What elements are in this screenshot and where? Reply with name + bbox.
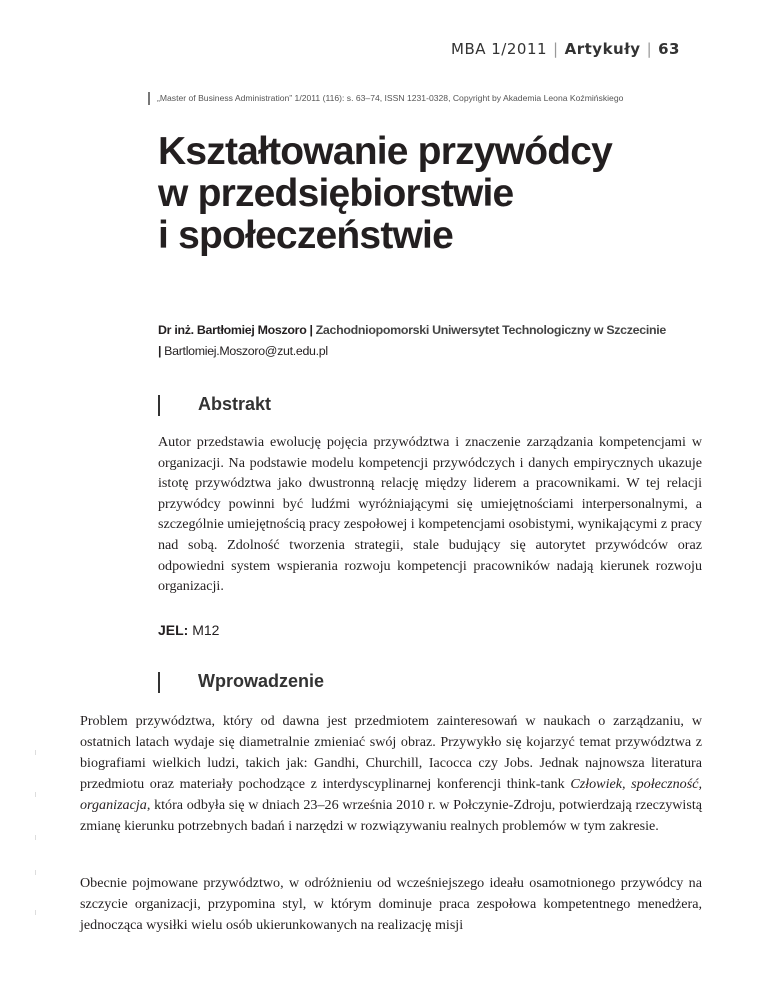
separator: | bbox=[158, 344, 162, 358]
margin-mark bbox=[35, 750, 36, 755]
author-email: Bartlomiej.Moszoro@zut.edu.pl bbox=[164, 344, 328, 358]
conference-title: Człowiek, społeczność, organizacja bbox=[80, 776, 702, 813]
author-affiliation: Zachodniopomorski Uniwersytet Technologiczny w Szczecinie bbox=[315, 323, 666, 337]
separator: | bbox=[309, 323, 313, 337]
separator: | bbox=[553, 40, 559, 58]
introduction-paragraph-1 bbox=[80, 711, 702, 837]
jel-code: M12 bbox=[192, 622, 220, 638]
email-line bbox=[158, 341, 718, 362]
title-line: Kształtowanie przywódcy bbox=[158, 130, 613, 173]
jel-label: JEL: bbox=[158, 622, 189, 638]
introduction-paragraph-2: Obecnie pojmowane przywództwo, w odróżnieniu od wcześniejszego ideału osamotnionego przywódcy na szczycie organizacji, przypomina styl, w którym dominuje praca zespołowa kompetentnego menedżera, jednocząca wysiłki wielu osób ukierunkowanych na realizację misji bbox=[80, 875, 702, 933]
abstract-heading bbox=[158, 394, 718, 418]
title-line: w przedsiębiorstwie bbox=[158, 172, 514, 215]
introduction-heading-label: Wprowadzenie bbox=[198, 671, 325, 691]
title-line: i społeczeństwie bbox=[158, 214, 453, 257]
section-name: Artykuły bbox=[564, 40, 641, 58]
journal-issue: MBA 1/2011 bbox=[451, 40, 548, 58]
author-line bbox=[158, 320, 718, 341]
paragraph-text: , która odbyła się w dniach 23–26 września 2010 r. w Połczynie-Zdroju, potwierdzają rzeczywistą zmianę kierunku potrzebnych badań i narzędzi w rozwiązywaniu realnych problemów w tym zakresie. bbox=[80, 797, 702, 834]
author-name: Dr inż. Bartłomiej Moszoro bbox=[158, 323, 307, 337]
margin-mark bbox=[35, 835, 36, 840]
jel-codes bbox=[158, 622, 219, 638]
running-head bbox=[451, 40, 680, 58]
page-number: 63 bbox=[658, 40, 680, 58]
margin-mark bbox=[35, 792, 36, 797]
paragraph-text: Problem przywództwa, który od dawna jest przedmiotem zainteresowań w naukach o zarządzaniu, w ostatnich latach wydaje się diametralnie zmieniać swój obraz. Przywykło się kojarzyć temat przywództwa z biografiami wielkich ludzi, takich jak: Gandhi, Churchill, Iacocca czy Jobs. Jednak najnowsza literatura przedmiotu oraz materiały pochodzące z interdyscyplinarnej konferencji think-tank bbox=[80, 713, 702, 792]
introduction-heading bbox=[158, 671, 718, 695]
heading-marker bbox=[158, 672, 160, 693]
heading-marker bbox=[158, 395, 160, 416]
abstract-text: Autor przedstawia ewolucję pojęcia przywództwa i znaczenie zarządzania kompetencjami w organizacji. Na podstawie modelu kompetencji przywódczych i danych empirycznych ukazuje istotę przywództwa jako dwustronną relację między liderem a pracownikami. W tej relacji przywódcy powinni być ludźmi wyróżniającymi się umiejętnościami interpersonalnymi, a szczególnie umiejętnością pracy zespołowej i kompetencjami osobistymi, wynikającymi z pracy nad sobą. Zdolność tworzenia strategii, stale budujący się autorytet przywódców oraz odpowiedni system wspierania rozwoju kompetencji pracowników nadają kierunek rozwoju organizacji. bbox=[158, 434, 702, 595]
citation-line: „Master of Business Administration” 1/2011 (116): s. 63–74, ISSN 1231-0328, Copyright by Akademia Leona Koźmińskiego bbox=[148, 92, 623, 105]
abstract-heading-label: Abstrakt bbox=[198, 394, 272, 414]
author-block bbox=[158, 320, 718, 362]
margin-mark bbox=[35, 870, 36, 875]
separator: | bbox=[646, 40, 653, 58]
margin-mark bbox=[35, 910, 36, 915]
article-title bbox=[158, 131, 718, 257]
